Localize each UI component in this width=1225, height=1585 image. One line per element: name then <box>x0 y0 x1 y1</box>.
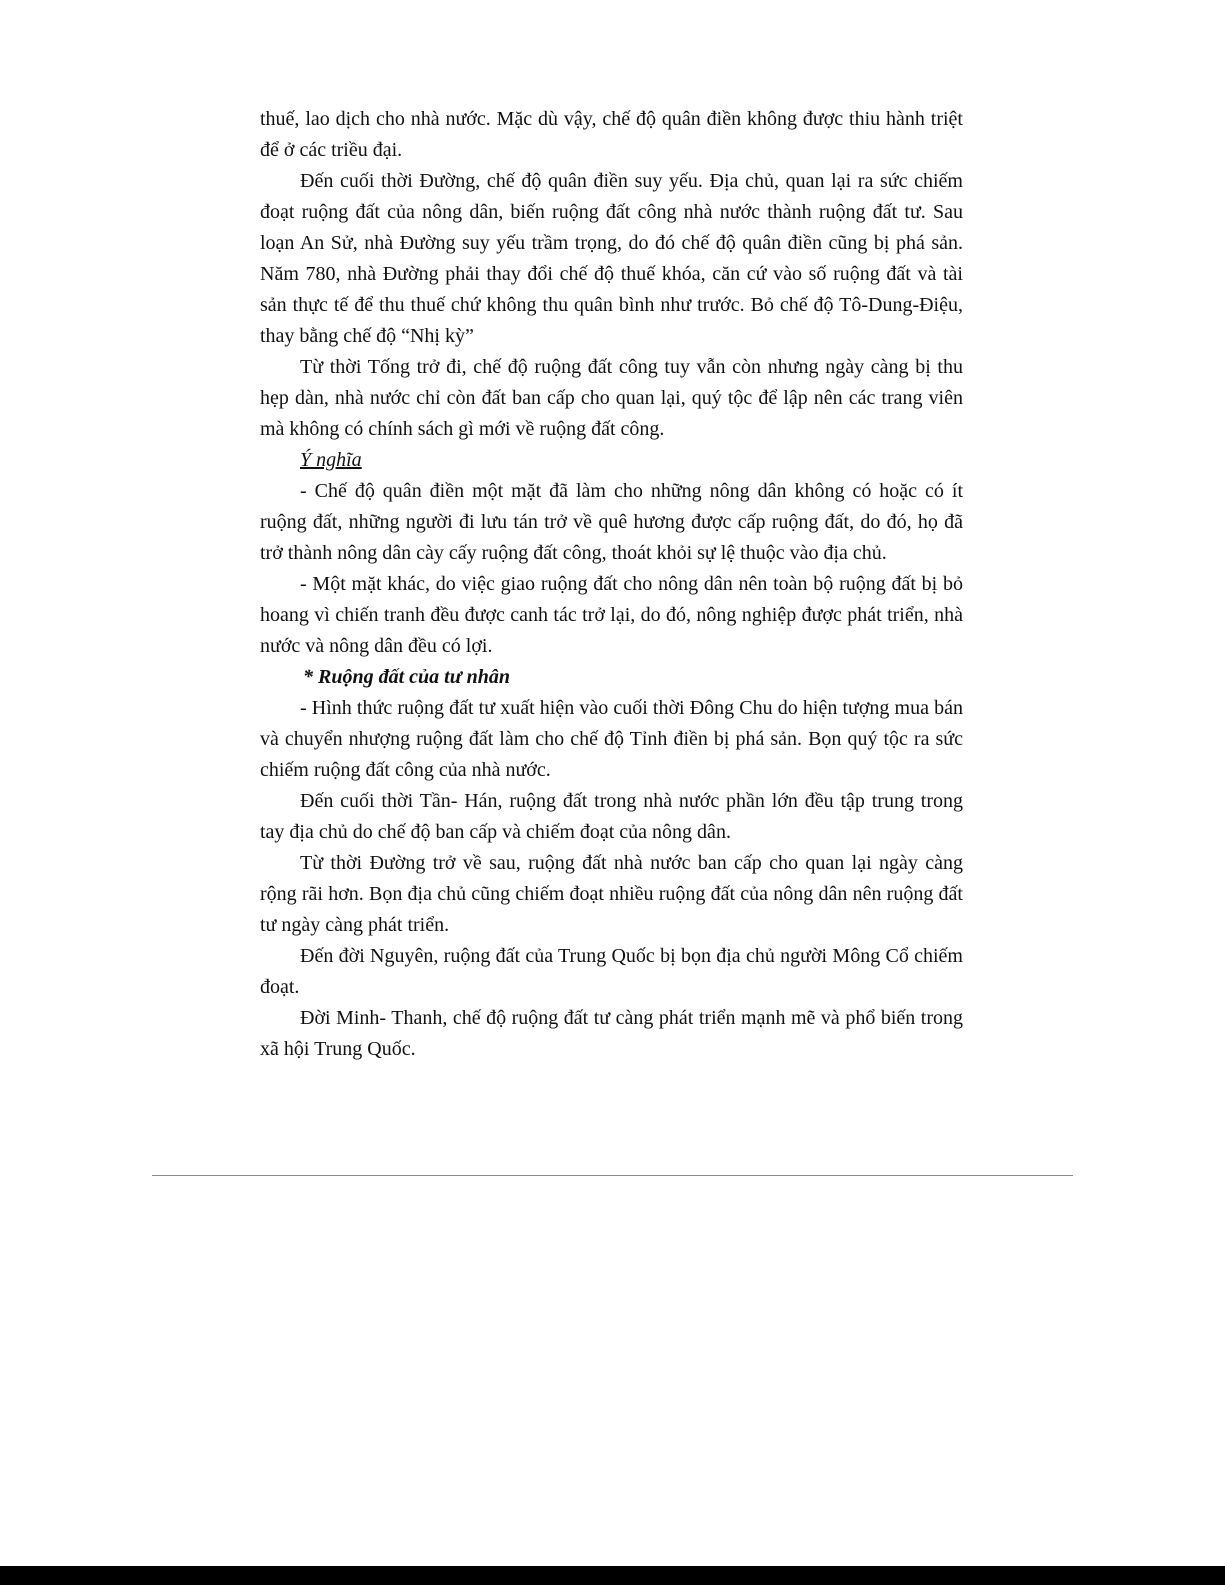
paragraph-5: - Một mặt khác, do việc giao ruộng đất cho nông dân nên toàn bộ ruộng đất bị bỏ hoang vì chiến tranh đều được canh tác trở lại, do đó, nông nghiệp được phát triển, nhà nước và nông dân đều có lợi. <box>260 573 963 657</box>
paragraph-10: Đời Minh- Thanh, chế độ ruộng đất tư càng phát triển mạnh mẽ và phổ biến trong xã hội Trung Quốc. <box>260 1007 963 1060</box>
heading-private-land: * Ruộng đất của tư nhân <box>303 666 511 688</box>
heading-y-nghia: Ý nghĩa <box>300 449 362 471</box>
footer-divider <box>152 1175 1073 1176</box>
paragraph-9: Đến đời Nguyên, ruộng đất của Trung Quốc bị bọn địa chủ người Mông Cổ chiếm đoạt. <box>260 945 963 998</box>
paragraph-3: Từ thời Tống trở đi, chế độ ruộng đất công tuy vẫn còn nhưng ngày càng bị thu hẹp dàn, nhà nước chỉ còn đất ban cấp cho quan lại, quý tộc để lập nên các trang viên mà không có chính sách gì mới về ruộng đất công. <box>260 356 963 440</box>
paragraph-8: Từ thời Đường trở về sau, ruộng đất nhà nước ban cấp cho quan lại ngày càng rộng rãi hơn. Bọn địa chủ cũng chiếm đoạt nhiều ruộng đất của nông dân nên ruộng đất tư ngày càng phát triển. <box>260 852 963 936</box>
paragraph-1: thuế, lao dịch cho nhà nước. Mặc dù vậy, chế độ quân điền không được thiu hành triệt để ở các triều đại. <box>260 108 963 161</box>
page-body <box>260 104 963 1065</box>
paragraph-4: - Chế độ quân điền một mặt đã làm cho những nông dân không có hoặc có ít ruộng đất, những người đi lưu tán trở về quê hương được cấp ruộng đất, do đó, họ đã trở thành nông dân cày cấy ruộng đất công, thoát khỏi sự lệ thuộc vào địa chủ. <box>260 480 963 564</box>
paragraph-2: Đến cuối thời Đường, chế độ quân điền suy yếu. Địa chủ, quan lại ra sức chiếm đoạt ruộng đất của nông dân, biến ruộng đất công nhà nước thành ruộng đất tư. Sau loạn An Sử, nhà Đường suy yếu trầm trọng, do đó chế độ quân điền cũng bị phá sản. Năm 780, nhà Đường phải thay đổi chế độ thuế khóa, căn cứ vào số ruộng đất và tài sản thực tế để thu thuế chứ không thu quân bình như trước. Bỏ chế độ Tô-Dung-Điệu, thay bằng chế độ “Nhị kỳ” <box>260 170 963 347</box>
bottom-edge-bar <box>0 1566 1225 1585</box>
paragraph-7: Đến cuối thời Tần- Hán, ruộng đất trong nhà nước phần lớn đều tập trung trong tay địa chủ do chế độ ban cấp và chiếm đoạt của nông dân. <box>260 790 963 843</box>
heading-y-nghia-line <box>260 445 963 476</box>
paragraph-6: - Hình thức ruộng đất tư xuất hiện vào cuối thời Đông Chu do hiện tượng mua bán và chuyển nhượng ruộng đất làm cho chế độ Tỉnh điền bị phá sản. Bọn quý tộc ra sức chiếm ruộng đất công của nhà nước. <box>260 697 963 781</box>
